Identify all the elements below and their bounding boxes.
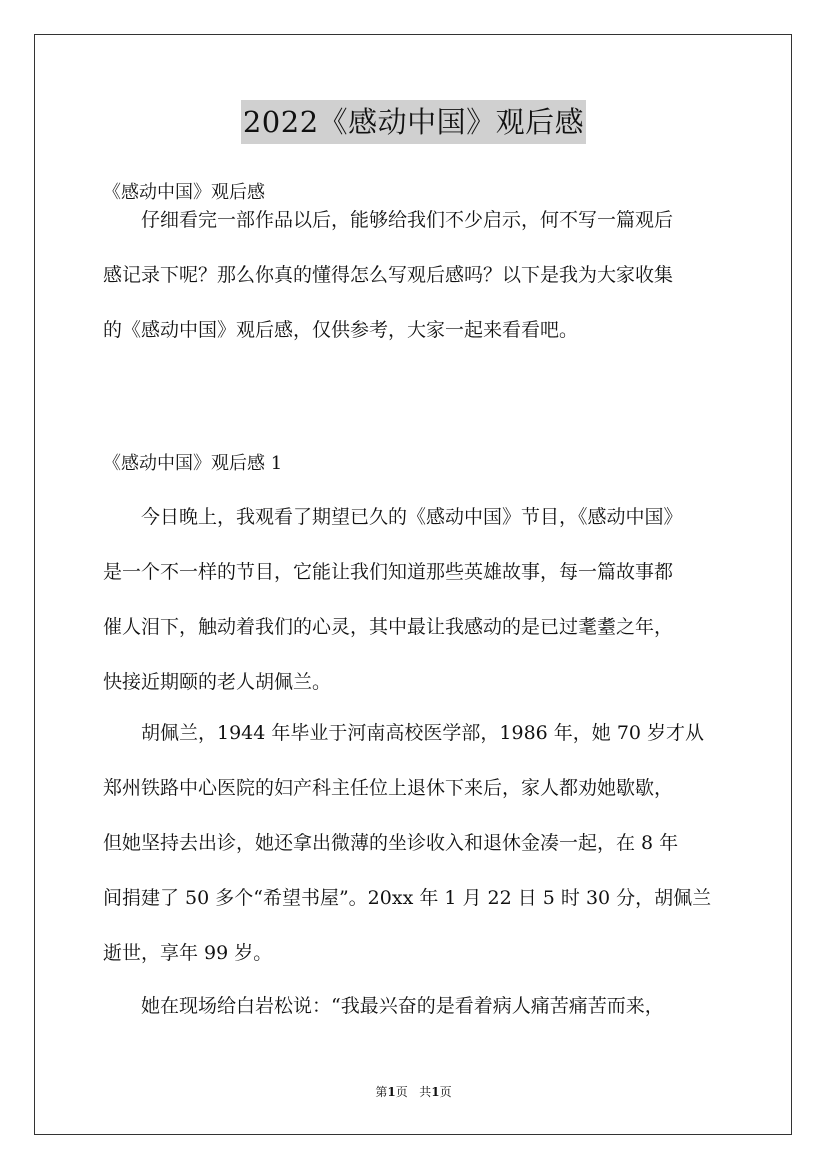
paragraph-line: 逝世，享年 99 岁。 <box>103 942 273 964</box>
section1-paragraph-1 <box>103 490 733 710</box>
intro-heading: 《感动中国》观后感 <box>103 182 265 203</box>
total-prefix: 共 <box>419 1085 432 1099</box>
paragraph-line: 是一个不一样的节目，它能让我们知道那些英雄故事，每一篇故事都 <box>103 561 674 583</box>
paragraph-line: 催人泪下，触动着我们的心灵，其中最让我感动的是已过耄耋之年， <box>103 616 674 638</box>
paragraph-line: 快接近期颐的老人胡佩兰。 <box>103 671 332 693</box>
paragraph-line: 但她坚持去出诊，她还拿出微薄的坐诊收入和退休金凑一起，在 8 年 <box>103 832 679 854</box>
total-suffix: 页 <box>439 1085 452 1099</box>
page-suffix: 页 <box>395 1085 408 1099</box>
document-title <box>0 100 827 144</box>
paragraph-line: 郑州铁路中心医院的妇产科主任位上退休下来后，家人都劝她歇歇， <box>103 777 674 799</box>
page-total: 1 <box>431 1085 440 1099</box>
intro-paragraph <box>103 193 733 358</box>
document-title-text: 2022《感动中国》观后感 <box>241 100 586 144</box>
section1-paragraph-2 <box>103 706 733 981</box>
paragraph-line: 胡佩兰，1944 年毕业于河南高校医学部，1986 年，她 70 岁才从 <box>103 722 705 744</box>
page-prefix: 第 <box>375 1085 388 1099</box>
page-current: 1 <box>387 1085 396 1099</box>
intro-line: 感记录下呢？那么你真的懂得怎么写观后感吗？以下是我为大家收集 <box>103 264 674 286</box>
paragraph-line: 她在现场给白岩松说：“我最兴奋的是看着病人痛苦痛苦而来， <box>103 995 664 1017</box>
intro-line: 的《感动中国》观后感，仅供参考，大家一起来看看吧。 <box>103 319 579 341</box>
page-footer <box>0 1083 827 1101</box>
section1-paragraph-3 <box>103 979 733 1034</box>
paragraph-line: 间捐建了 50 多个“希望书屋”。20xx 年 1 月 22 日 5 时 30 分，胡佩兰 <box>103 887 712 909</box>
section1-heading: 《感动中国》观后感 1 <box>103 453 283 474</box>
intro-line: 仔细看完一部作品以后，能够给我们不少启示，何不写一篇观后 <box>103 209 674 231</box>
paragraph-line: 今日晚上，我观看了期望已久的《感动中国》节目，《感动中国》 <box>103 506 683 528</box>
